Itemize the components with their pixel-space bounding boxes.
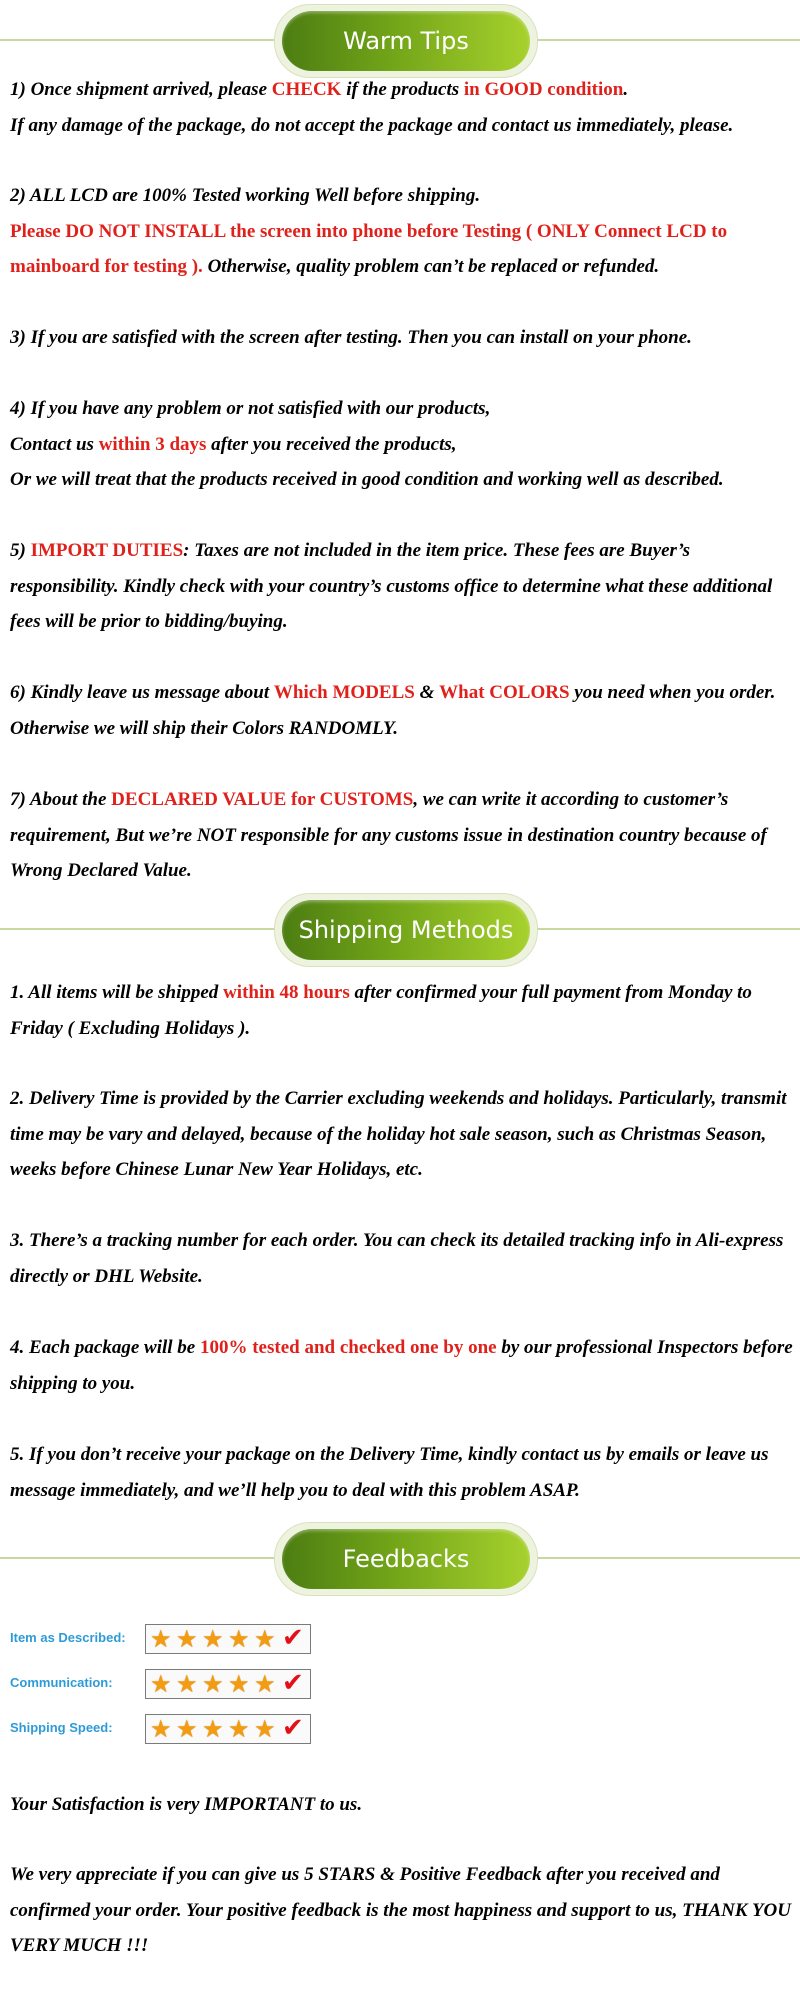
feedback-label: Item as Described:: [10, 1630, 126, 1645]
star-icon: ★: [202, 1625, 224, 1653]
highlight: CHECK: [271, 79, 342, 100]
shipping-1: 1. All items will be shipped within 48 hours after confirmed your full payment from Monday to Friday ( Excluding Holidays ).: [10, 982, 752, 1039]
banner-pill: [274, 1522, 538, 1596]
highlight: 100% tested and checked one by one: [199, 1337, 497, 1358]
feedback-label: Shipping Speed:: [10, 1720, 113, 1735]
highlight: What COLORS: [439, 682, 570, 703]
star-icon: ★: [150, 1670, 172, 1698]
star-rating: [145, 1714, 311, 1744]
highlight: DECLARED VALUE for CUSTOMS: [111, 789, 414, 810]
shipping-methods-banner: [0, 889, 800, 969]
section-title: Warm Tips: [343, 27, 469, 55]
appreciate-text: We very appreciate if you can give us 5 STARS & Positive Feedback after you received and confirmed your order. Your positive feedback is the most happiness and support to us, THANK YOU VERY MUCH !!!: [10, 1864, 792, 1956]
star-icon: ★: [228, 1670, 250, 1698]
star-rating: [145, 1624, 311, 1654]
star-icon: ★: [202, 1670, 224, 1698]
section-title: Shipping Methods: [298, 916, 514, 944]
shipping-3: 3. There’s a tracking number for each order. You can check its detailed tracking info in Ali-express directly or DHL Website.: [10, 1230, 784, 1287]
star-icon: ★: [254, 1715, 276, 1743]
star-icon: ★: [254, 1670, 276, 1698]
tip-2: 2) ALL LCD are 100% Tested working Well before shipping. Please DO NOT INSTALL the screen into phone before Testing ( ONLY Connect LCD to mainboard for testing ). Otherwise, quality problem can’t be replaced or refunded.: [10, 185, 728, 277]
highlight: within 3 days: [98, 433, 207, 455]
tip-4: 4) If you have any problem or not satisfied with our products, Contact us within 3 days after you received the products, Or we will treat that the products received in good condition and working well as described.: [10, 398, 724, 490]
highlight: in GOOD condition: [463, 79, 624, 100]
star-icon: ★: [176, 1715, 198, 1743]
tip-7: 7) About the DECLARED VALUE for CUSTOMS, we can write it according to customer’s requirement, But we’re NOT responsible for any customs issue in destination country because of Wrong Declared Value.: [10, 789, 767, 881]
star-icon: ★: [228, 1625, 250, 1653]
satisfaction-text: Your Satisfaction is very IMPORTANT to us.: [10, 1794, 363, 1815]
shipping-5: 5. If you don’t receive your package on the Delivery Time, kindly contact us by emails or leave us message immediately, and we’ll help you to deal with this problem ASAP.: [10, 1444, 769, 1501]
star-icon: ★: [228, 1715, 250, 1743]
star-icon: ★: [254, 1625, 276, 1653]
star-icon: ★: [176, 1625, 198, 1653]
star-icon: ★: [176, 1670, 198, 1698]
star-icon: ★: [202, 1715, 224, 1743]
tip-6: 6) Kindly leave us message about Which MODELS & What COLORS you need when you order. Otherwise we will ship their Colors RANDOMLY.: [10, 682, 776, 739]
check-icon: ✔: [282, 1668, 304, 1698]
section-title: Feedbacks: [342, 1545, 470, 1573]
tip-5: 5) IMPORT DUTIES: Taxes are not included in the item price. These fees are Buyer’s responsibility. Kindly check with your country’s customs office to determine what these additional fees will be prior to bidding/buying.: [10, 540, 773, 632]
banner-pill: [274, 4, 538, 78]
feedbacks-banner: [0, 1518, 800, 1598]
banner-pill: [274, 893, 538, 967]
highlight: Please DO NOT INSTALL the screen into phone before Testing ( ONLY Connect LCD to mainboard for testing ).: [10, 220, 728, 277]
tip-1: 1) Once shipment arrived, please CHECK if the products in GOOD condition. If any damage of the package, do not accept the package and contact us immediately, please.: [10, 79, 734, 136]
warm-tips-banner: [0, 0, 800, 80]
star-icon: ★: [150, 1715, 172, 1743]
highlight: IMPORT DUTIES: [30, 540, 184, 561]
star-icon: ★: [150, 1625, 172, 1653]
check-icon: ✔: [282, 1713, 304, 1743]
highlight: Which MODELS: [273, 682, 415, 703]
shipping-2: 2. Delivery Time is provided by the Carrier excluding weekends and holidays. Particularly, transmit time may be vary and delayed, because of the holiday hot sale season, such as Christmas Season, weeks before Chinese Lunar New Year Holidays, etc.: [10, 1088, 787, 1180]
shipping-4: 4. Each package will be 100% tested and checked one by one by our professional Inspectors before shipping to you.: [10, 1337, 793, 1394]
highlight: within 48 hours: [223, 982, 350, 1003]
star-rating: [145, 1669, 311, 1699]
check-icon: ✔: [282, 1623, 304, 1653]
tip-3: 3) If you are satisfied with the screen after testing. Then you can install on your phone.: [10, 327, 692, 348]
feedback-label: Communication:: [10, 1675, 113, 1690]
